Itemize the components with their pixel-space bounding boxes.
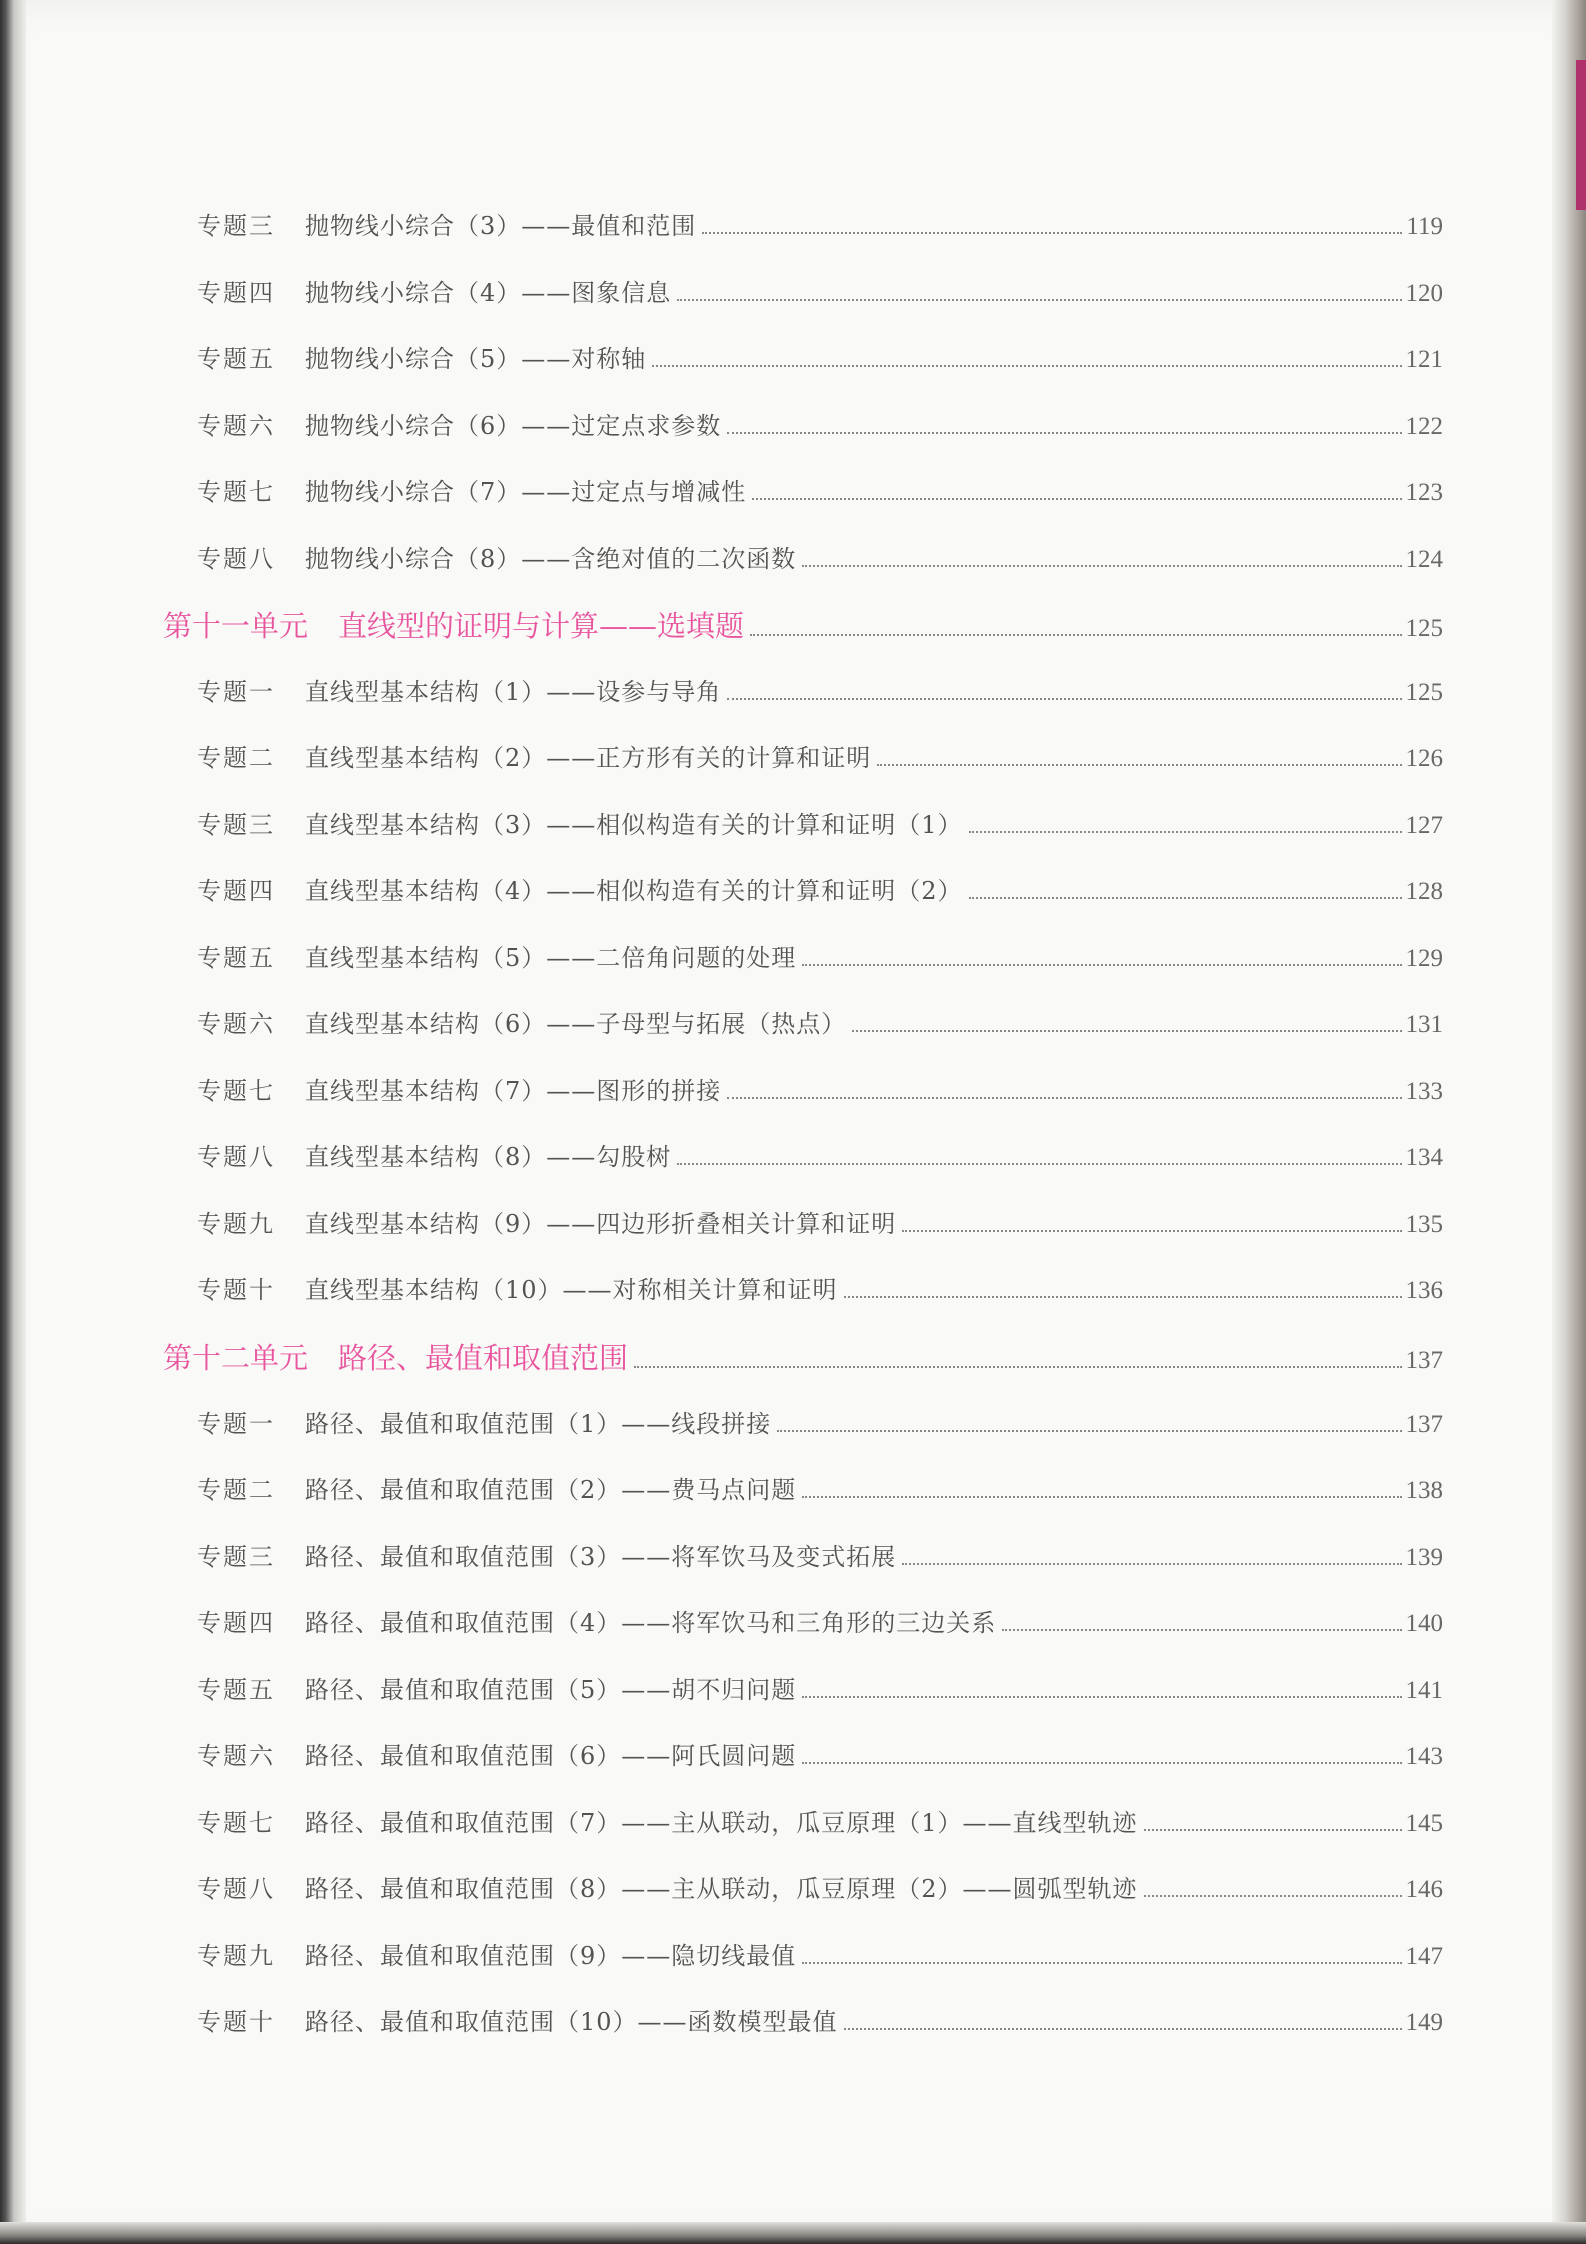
page-number: 125	[1405, 679, 1443, 706]
dot-leader	[802, 1695, 1401, 1698]
toc-entry[interactable]	[197, 339, 1443, 375]
dot-leader	[802, 564, 1401, 567]
toc-entry[interactable]	[197, 738, 1443, 774]
dot-leader	[634, 1365, 1401, 1368]
topic-title: 抛物线小综合（5）——对称轴	[305, 345, 647, 373]
toc-unit-heading[interactable]	[163, 604, 1443, 644]
dot-leader	[844, 2027, 1402, 2030]
dot-leader	[802, 1961, 1401, 1964]
page-number: 119	[1406, 213, 1443, 240]
toc-entry[interactable]	[197, 1270, 1443, 1306]
topic-title: 路径、最值和取值范围（1）——线段拼接	[305, 1410, 772, 1438]
topic-title: 直线型基本结构（6）——子母型与拓展（热点）	[305, 1010, 847, 1038]
dot-leader	[969, 830, 1402, 833]
topic-number: 专题四	[197, 877, 275, 905]
toc-entry[interactable]	[197, 1204, 1443, 1240]
topic-title: 直线型基本结构（7）——图形的拼接	[305, 1077, 722, 1105]
topic-title: 抛物线小综合（3）——最值和范围	[305, 212, 697, 240]
dot-leader	[1002, 1628, 1401, 1631]
topic-number: 专题九	[197, 1210, 275, 1238]
toc-entry[interactable]	[197, 871, 1443, 907]
topic-number: 专题四	[197, 1609, 275, 1637]
topic-title: 直线型基本结构（2）——正方形有关的计算和证明	[305, 744, 872, 772]
page-number: 139	[1405, 1544, 1443, 1571]
topic-number: 专题四	[197, 279, 275, 307]
page-number: 141	[1405, 1677, 1443, 1704]
topic-title: 直线型基本结构（4）——相似构造有关的计算和证明（2）	[305, 877, 963, 905]
topic-title: 路径、最值和取值范围（3）——将军饮马及变式拓展	[305, 1543, 897, 1571]
toc-entry[interactable]	[197, 1137, 1443, 1173]
toc-entry[interactable]	[197, 1004, 1443, 1040]
topic-number: 专题八	[197, 1875, 275, 1903]
toc-entry[interactable]	[197, 1603, 1443, 1639]
page-number: 138	[1405, 1477, 1443, 1504]
topic-title: 直线型基本结构（8）——勾股树	[305, 1143, 672, 1171]
topic-title: 直线型基本结构（9）——四边形折叠相关计算和证明	[305, 1210, 897, 1238]
dot-leader	[902, 1229, 1401, 1232]
dot-leader	[1144, 1828, 1402, 1831]
toc-entry[interactable]	[197, 206, 1443, 242]
topic-title: 路径、最值和取值范围（5）——胡不归问题	[305, 1676, 797, 1704]
topic-number: 专题五	[197, 345, 275, 373]
toc-entry[interactable]	[197, 406, 1443, 442]
dot-leader	[1144, 1894, 1402, 1897]
topic-number: 专题三	[197, 811, 275, 839]
dot-leader	[852, 1029, 1401, 1032]
dot-leader	[727, 431, 1401, 434]
topic-title: 路径、最值和取值范围（10）——函数模型最值	[305, 2008, 838, 2036]
topic-title: 路径、最值和取值范围（8）——主从联动，瓜豆原理（2）——圆弧型轨迹	[305, 1875, 1138, 1903]
dot-leader	[750, 633, 1401, 636]
dot-leader	[752, 497, 1401, 500]
toc-entry[interactable]	[197, 1736, 1443, 1772]
page-number: 137	[1405, 1347, 1443, 1374]
page-number: 129	[1405, 945, 1443, 972]
topic-number: 专题七	[197, 1077, 275, 1105]
page-number: 134	[1405, 1144, 1443, 1171]
topic-number: 专题一	[197, 678, 275, 706]
topic-title: 抛物线小综合（7）——过定点与增减性	[305, 478, 747, 506]
unit-number: 第十一单元	[163, 609, 309, 643]
dot-leader	[844, 1295, 1402, 1298]
topic-title: 路径、最值和取值范围（2）——费马点问题	[305, 1476, 797, 1504]
toc-entry[interactable]	[197, 539, 1443, 575]
toc-entry[interactable]	[197, 2002, 1443, 2038]
toc-entry[interactable]	[197, 273, 1443, 309]
topic-number: 专题五	[197, 944, 275, 972]
dot-leader	[727, 1096, 1401, 1099]
topic-number: 专题七	[197, 478, 275, 506]
topic-number: 专题十	[197, 1276, 275, 1304]
dot-leader	[802, 1761, 1401, 1764]
page-number: 123	[1405, 479, 1443, 506]
topic-number: 专题八	[197, 1143, 275, 1171]
topic-number: 专题九	[197, 1942, 275, 1970]
toc-entry[interactable]	[197, 1537, 1443, 1573]
dot-leader	[877, 763, 1401, 766]
page-number: 145	[1405, 1810, 1443, 1837]
dot-leader	[802, 963, 1401, 966]
page-number: 143	[1405, 1743, 1443, 1770]
toc-entry[interactable]	[197, 1803, 1443, 1839]
toc-entry[interactable]	[197, 472, 1443, 508]
dot-leader	[727, 697, 1401, 700]
topic-title: 直线型基本结构（3）——相似构造有关的计算和证明（1）	[305, 811, 963, 839]
page-number: 121	[1405, 346, 1443, 373]
page-number: 136	[1405, 1277, 1443, 1304]
toc-entry[interactable]	[197, 1670, 1443, 1706]
topic-title: 路径、最值和取值范围（6）——阿氏圆问题	[305, 1742, 797, 1770]
page-number: 126	[1405, 745, 1443, 772]
topic-number: 专题六	[197, 412, 275, 440]
dot-leader	[677, 1162, 1401, 1165]
toc-entry[interactable]	[197, 1869, 1443, 1905]
dot-leader	[777, 1429, 1401, 1432]
topic-title: 直线型基本结构（1）——设参与导角	[305, 678, 722, 706]
dot-leader	[969, 896, 1402, 899]
unit-title: 路径、最值和取值范围	[338, 1341, 629, 1375]
page-number: 146	[1405, 1876, 1443, 1903]
toc-entry[interactable]	[197, 805, 1443, 841]
topic-number: 专题二	[197, 1476, 275, 1504]
dot-leader	[802, 1495, 1401, 1498]
topic-number: 专题五	[197, 1676, 275, 1704]
topic-number: 专题六	[197, 1742, 275, 1770]
topic-title: 直线型基本结构（10）——对称相关计算和证明	[305, 1276, 838, 1304]
topic-number: 专题三	[197, 212, 275, 240]
page-number: 135	[1405, 1211, 1443, 1238]
topic-number: 专题一	[197, 1410, 275, 1438]
page-number: 147	[1405, 1943, 1443, 1970]
toc-entry[interactable]	[197, 1404, 1443, 1440]
page-number: 133	[1405, 1078, 1443, 1105]
page-number: 131	[1405, 1011, 1443, 1038]
page-number: 124	[1405, 546, 1443, 573]
toc-entry[interactable]	[197, 1936, 1443, 1972]
topic-number: 专题六	[197, 1010, 275, 1038]
page-number: 140	[1405, 1610, 1443, 1637]
topic-number: 专题十	[197, 2008, 275, 2036]
toc-entry[interactable]	[197, 672, 1443, 708]
unit-number: 第十二单元	[163, 1341, 309, 1375]
page-number: 128	[1405, 878, 1443, 905]
topic-title: 抛物线小综合（6）——过定点求参数	[305, 412, 722, 440]
page-number: 122	[1405, 413, 1443, 440]
dot-leader	[677, 298, 1401, 301]
toc-entry[interactable]	[197, 1071, 1443, 1107]
topic-title: 抛物线小综合（8）——含绝对值的二次函数	[305, 545, 797, 573]
dot-leader	[902, 1562, 1401, 1565]
page-number: 137	[1405, 1411, 1443, 1438]
unit-title: 直线型的证明与计算——选填题	[338, 609, 745, 643]
toc-entry[interactable]	[197, 1470, 1443, 1506]
topic-title: 路径、最值和取值范围（7）——主从联动，瓜豆原理（1）——直线型轨迹	[305, 1809, 1138, 1837]
topic-number: 专题二	[197, 744, 275, 772]
topic-title: 路径、最值和取值范围（4）——将军饮马和三角形的三边关系	[305, 1609, 997, 1637]
page-number: 125	[1405, 615, 1443, 642]
topic-number: 专题八	[197, 545, 275, 573]
page-number: 120	[1405, 280, 1443, 307]
toc-unit-heading[interactable]	[163, 1336, 1443, 1376]
dot-leader	[652, 364, 1401, 367]
toc-entry[interactable]	[197, 938, 1443, 974]
topic-number: 专题七	[197, 1809, 275, 1837]
dot-leader	[702, 231, 1402, 234]
topic-title: 直线型基本结构（5）——二倍角问题的处理	[305, 944, 797, 972]
topic-number: 专题三	[197, 1543, 275, 1571]
page-number: 149	[1405, 2009, 1443, 2036]
topic-title: 路径、最值和取值范围（9）——隐切线最值	[305, 1942, 797, 1970]
topic-title: 抛物线小综合（4）——图象信息	[305, 279, 672, 307]
page-number: 127	[1405, 812, 1443, 839]
